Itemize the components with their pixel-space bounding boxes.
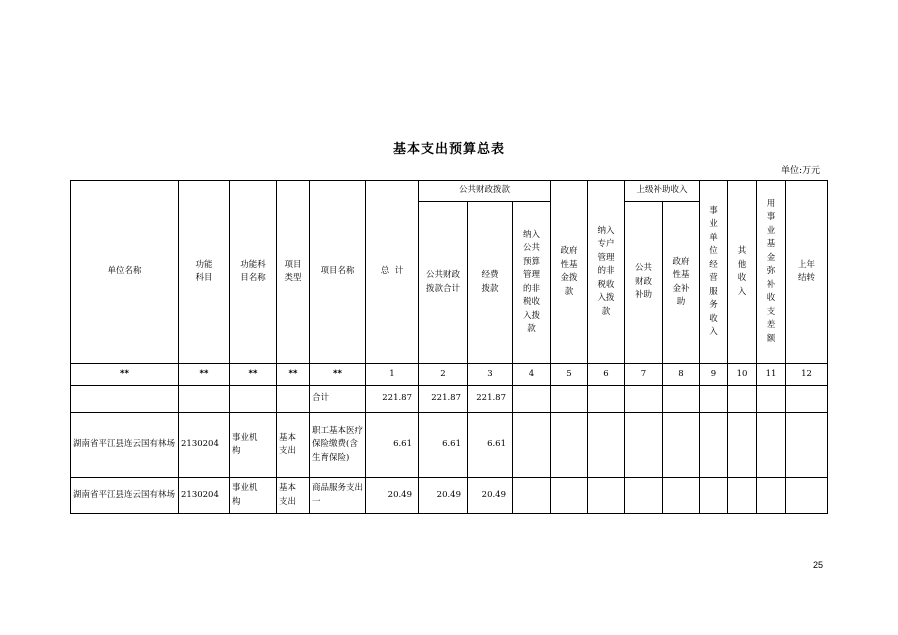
header-total: 总 计 xyxy=(366,181,419,364)
table-cell xyxy=(551,478,588,514)
code-cell: 2130204 xyxy=(179,413,230,478)
page-title: 基本支出预算总表 xyxy=(392,142,505,157)
table-cell: 10 xyxy=(728,364,757,386)
table-cell xyxy=(625,386,663,413)
table-cell: 9 xyxy=(700,364,728,386)
header-pf-nontax: 纳入公共预算管理的非税收入拨款 xyxy=(513,202,551,364)
table-cell: ** xyxy=(179,364,230,386)
code-cell: 2130204 xyxy=(179,478,230,514)
table-cell xyxy=(551,386,588,413)
header-superior-subsidy: 上级补助收入 xyxy=(625,181,700,202)
table-cell xyxy=(757,386,786,413)
table-cell xyxy=(513,386,551,413)
budget-table xyxy=(70,180,828,514)
item-cell: 职工基本医疗保险缴费(含生育保险) xyxy=(310,413,366,478)
table-cell: ** xyxy=(310,364,366,386)
table-cell xyxy=(700,386,728,413)
table-cell xyxy=(663,478,700,514)
table-cell xyxy=(728,478,757,514)
total-value: 221.87 xyxy=(366,386,419,413)
header-item-type: 项目类型 xyxy=(277,181,310,364)
table-cell: 7 xyxy=(625,364,663,386)
pf-total-cell: 20.49 xyxy=(419,478,468,514)
header-item-name: 项目名称 xyxy=(310,181,366,364)
func-name-cell: 事业机构 xyxy=(230,478,277,514)
table-cell: 6 xyxy=(588,364,625,386)
header-pf-funding: 经费拨款 xyxy=(468,202,513,364)
table-cell: ** xyxy=(71,364,179,386)
unit-cell: 湖南省平江县连云国有林场 xyxy=(71,413,179,478)
type-cell: 基本支出 xyxy=(277,478,310,514)
pf-total-cell: 6.61 xyxy=(419,413,468,478)
table-cell xyxy=(663,413,700,478)
table-cell xyxy=(71,386,179,413)
table-cell xyxy=(757,413,786,478)
header-fund-cover: 用事业基金弥补收支差额 xyxy=(757,181,786,364)
table-cell xyxy=(728,386,757,413)
header-public-finance: 公共财政拨款 xyxy=(419,181,551,202)
unit-cell: 湖南省平江县连云国有林场 xyxy=(71,478,179,514)
table-cell: 12 xyxy=(786,364,828,386)
header-special-nontax: 纳入专户管理的非税收入拨款 xyxy=(588,181,625,364)
table-cell xyxy=(625,413,663,478)
table-cell xyxy=(786,413,828,478)
header-carryover: 上年结转 xyxy=(786,181,828,364)
table-cell: ** xyxy=(277,364,310,386)
table-cell xyxy=(700,413,728,478)
pf-funding-cell: 6.61 xyxy=(468,413,513,478)
total-cell: 20.49 xyxy=(366,478,419,514)
header-func-name: 功能科目名称 xyxy=(230,181,277,364)
table-cell xyxy=(786,478,828,514)
table-cell xyxy=(588,478,625,514)
item-cell: 商品服务支出一 xyxy=(310,478,366,514)
table-cell xyxy=(625,478,663,514)
table-cell xyxy=(277,386,310,413)
header-pf-total: 公共财政拨款合计 xyxy=(419,202,468,364)
table-cell xyxy=(588,386,625,413)
table-cell xyxy=(757,478,786,514)
table-cell: 11 xyxy=(757,364,786,386)
table-cell xyxy=(179,386,230,413)
table-cell: 8 xyxy=(663,364,700,386)
table-cell: 3 xyxy=(468,364,513,386)
header-public-fin-subsidy: 公共财政补助 xyxy=(625,202,663,364)
pf-funding-cell: 20.49 xyxy=(468,478,513,514)
pf-funding-value: 221.87 xyxy=(468,386,513,413)
header-business-income: 事业单位经营服务收入 xyxy=(700,181,728,364)
table-cell xyxy=(230,386,277,413)
index-row xyxy=(71,364,828,386)
header-func-code: 功能科目 xyxy=(179,181,230,364)
table-cell xyxy=(513,413,551,478)
total-cell: 6.61 xyxy=(366,413,419,478)
table-cell xyxy=(663,386,700,413)
header-gov-fund: 政府性基金拨款 xyxy=(551,181,588,364)
table-cell xyxy=(700,478,728,514)
table-cell: 5 xyxy=(551,364,588,386)
table-cell xyxy=(728,413,757,478)
table-cell xyxy=(513,478,551,514)
table-cell xyxy=(551,413,588,478)
header-other-income: 其他收入 xyxy=(728,181,757,364)
func-name-cell: 事业机构 xyxy=(230,413,277,478)
unit-label: 单位:万元 xyxy=(780,166,820,176)
header-gov-fund-subsidy: 政府性基金补助 xyxy=(663,202,700,364)
table-cell: 4 xyxy=(513,364,551,386)
table-row xyxy=(71,478,828,514)
type-cell: 基本支出 xyxy=(277,413,310,478)
table-cell: ** xyxy=(230,364,277,386)
header-unit-name: 单位名称 xyxy=(71,181,179,364)
total-label: 合计 xyxy=(310,386,366,413)
table-cell: 2 xyxy=(419,364,468,386)
table-row xyxy=(71,413,828,478)
table-cell: 1 xyxy=(366,364,419,386)
total-row xyxy=(71,386,828,413)
table-cell xyxy=(588,413,625,478)
page-number: 25 xyxy=(813,560,824,570)
table-cell xyxy=(786,386,828,413)
pf-total-value: 221.87 xyxy=(419,386,468,413)
